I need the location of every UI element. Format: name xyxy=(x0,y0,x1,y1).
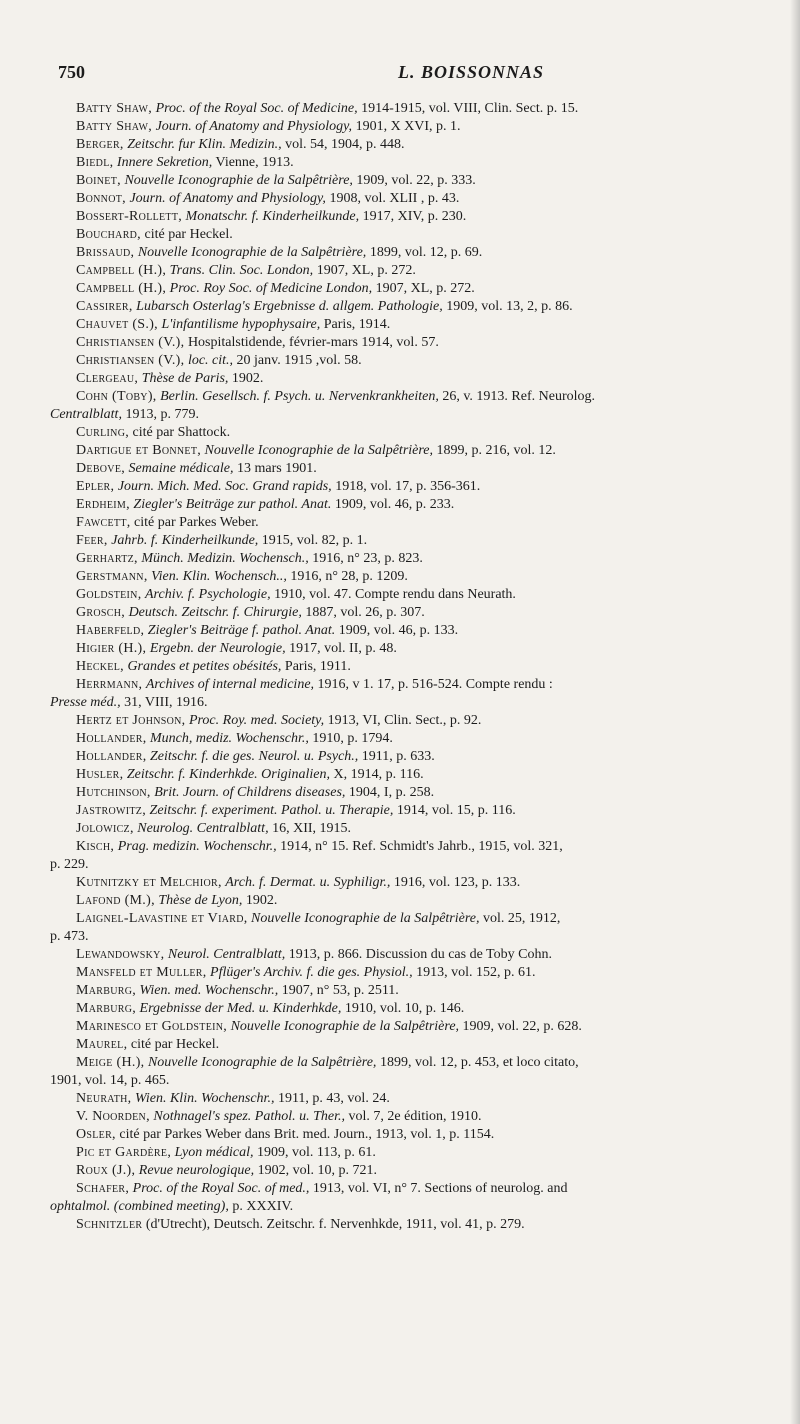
continuation-details: 1901, vol. 14, p. 465. xyxy=(50,1073,170,1088)
source-title: Neurol. Centralblatt, xyxy=(167,947,286,962)
author-name: Berger, xyxy=(76,137,124,152)
bibliography-entry xyxy=(50,352,786,370)
author-name: Christiansen (V.), xyxy=(76,335,185,350)
source-title: Nouvelle Iconographie de la Salpêtrière, xyxy=(204,443,434,458)
citation-details: 1915, vol. 82, p. 1. xyxy=(261,533,368,548)
citation-details: 16, XII, 1915. xyxy=(272,821,352,836)
source-title: Lyon médical, xyxy=(174,1145,254,1160)
continuation-details: p. 473. xyxy=(50,929,89,944)
bibliography-entry xyxy=(50,748,786,766)
citation-details: 1909, vol. 113, p. 61. xyxy=(257,1145,376,1160)
citation-details: Paris, 1914. xyxy=(323,317,391,332)
bibliography-list xyxy=(50,100,786,1234)
bibliography-entry xyxy=(50,712,786,730)
citation-details: 1908, vol. XLII , p. 43. xyxy=(329,191,460,206)
source-title: Deutsch. Zeitschr. f. Chirurgie, xyxy=(128,605,302,620)
author-name: Clergeau, xyxy=(76,371,139,386)
source-title: Lubarsch Osterlag's Ergebnisse d. allgem. Pathologie, xyxy=(136,299,443,314)
citation-details: vol. 54, 1904, p. 448. xyxy=(285,137,405,152)
source-title: Revue neurologique, xyxy=(138,1163,255,1178)
author-name: Bonnot, xyxy=(76,191,126,206)
entry-continuation xyxy=(50,1072,786,1090)
author-name: Campbell (H.), xyxy=(76,281,167,296)
bibliography-entry xyxy=(50,496,786,514)
citation-details: 1899, vol. 12, p. 69. xyxy=(369,245,483,260)
source-title: Prag. medizin. Wochenschr., xyxy=(117,839,277,854)
source-title: Proc. Roy Soc. of Medicine London, xyxy=(169,281,373,296)
author-name: Pic et Gardère, xyxy=(76,1145,172,1160)
source-title: Trans. Clin. Soc. London, xyxy=(169,263,314,278)
bibliography-entry xyxy=(50,100,786,118)
bibliography-entry xyxy=(50,550,786,568)
citation-details: 1916, n° 28, p. 1209. xyxy=(290,569,408,584)
citation-details: 1909, vol. 22, p. 333. xyxy=(356,173,476,188)
source-title: Ziegler's Beiträge f. pathol. Anat. xyxy=(147,623,336,638)
citation-details: 1902. xyxy=(245,893,278,908)
bibliography-entry xyxy=(50,244,786,262)
continuation-details: p. XXXIV. xyxy=(232,1199,294,1214)
citation-details: 1916, vol. 123, p. 133. xyxy=(393,875,521,890)
author-name: Dartigue et Bonnet, xyxy=(76,443,202,458)
bibliography-entry xyxy=(50,1036,786,1054)
bibliography-entry xyxy=(50,982,786,1000)
source-title: Nouvelle Iconographie de la Salpêtrière, xyxy=(230,1019,460,1034)
citation-details: 1902. xyxy=(231,371,264,386)
page-number: 750 xyxy=(58,62,85,82)
bibliography-entry xyxy=(50,478,786,496)
bibliography-entry xyxy=(50,658,786,676)
source-title: Nouvelle Iconographie de la Salpêtrière, xyxy=(147,1055,377,1070)
bibliography-entry xyxy=(50,190,786,208)
bibliography-entry xyxy=(50,640,786,658)
bibliography-entry xyxy=(50,460,786,478)
source-title: Nouvelle Iconographie de la Salpêtrière, xyxy=(251,911,480,926)
author-name: Bouchard, xyxy=(76,227,141,242)
bibliography-entry xyxy=(50,964,786,982)
author-name: Feer, xyxy=(76,533,108,548)
bibliography-entry xyxy=(50,838,786,874)
source-title: L'infantilisme hypophysaire, xyxy=(161,317,321,332)
author-name: Erdheim, xyxy=(76,497,130,512)
author-name: Biedl, xyxy=(76,155,114,170)
source-title: Journ. of Anatomy and Physiology, xyxy=(129,191,326,206)
citation-details: 1907, XL, p. 272. xyxy=(316,263,416,278)
entry-continuation xyxy=(50,856,786,874)
citation-details: cité par Parkes Weber dans Brit. med. Journ., 1913, vol. 1, p. 1154. xyxy=(119,1127,495,1142)
bibliography-entry xyxy=(50,676,786,712)
source-title: Jahrb. f. Kinderheilkunde, xyxy=(111,533,259,548)
citation-details: 20 janv. 1915 ,vol. 58. xyxy=(236,353,362,368)
source-title: Nouvelle Iconographie de la Salpêtrière, xyxy=(137,245,367,260)
bibliography-entry xyxy=(50,514,786,532)
citation-details: 1914-1915, vol. VIII, Clin. Sect. p. 15. xyxy=(361,101,579,116)
bibliography-entry xyxy=(50,1108,786,1126)
source-title: Zeitschr. f. experiment. Pathol. u. Therapie, xyxy=(149,803,394,818)
bibliography-entry xyxy=(50,1000,786,1018)
bibliography-entry xyxy=(50,730,786,748)
citation-details: 1909, vol. 46, p. 233. xyxy=(334,497,455,512)
citation-details: 1913, p. 866. Discussion du cas de Toby Cohn. xyxy=(288,947,552,962)
bibliography-entry xyxy=(50,892,786,910)
source-title: Arch. f. Dermat. u. Syphiligr., xyxy=(225,875,391,890)
citation-details: 1907, XL, p. 272. xyxy=(375,281,475,296)
bibliography-entry xyxy=(50,1144,786,1162)
continuation-source: ophtalmol. (combined meeting), xyxy=(50,1199,229,1214)
author-name: Jolowicz, xyxy=(76,821,134,836)
author-name: Lafond (M.), xyxy=(76,893,155,908)
source-title: Pflüger's Archiv. f. die ges. Physiol., xyxy=(210,965,413,980)
author-name: Epler, xyxy=(76,479,115,494)
source-title: Zeitschr. f. Kinderhkde. Originalien, xyxy=(126,767,331,782)
source-title: Thèse de Paris, xyxy=(141,371,229,386)
citation-details: cité par Shattock. xyxy=(132,425,231,440)
citation-details: 1913, VI, Clin. Sect., p. 92. xyxy=(327,713,482,728)
author-name: Kisch, xyxy=(76,839,115,854)
source-title: Zeitschr. f. die ges. Neurol. u. Psych., xyxy=(150,749,359,764)
source-title: Vien. Klin. Wochensch.., xyxy=(151,569,287,584)
entry-continuation xyxy=(50,694,786,712)
citation-details: 1917, vol. II, p. 48. xyxy=(289,641,397,656)
bibliography-entry xyxy=(50,262,786,280)
citation-details: cité par Heckel. xyxy=(144,227,233,242)
citation-details: Paris, 1911. xyxy=(284,659,351,674)
bibliography-entry xyxy=(50,1054,786,1090)
author-name: Bossert-Rollett, xyxy=(76,209,183,224)
author-name: Curling, xyxy=(76,425,130,440)
author-name: Marburg, xyxy=(76,983,137,998)
source-title: Wien. Klin. Wochenschr., xyxy=(134,1091,275,1106)
author-name: Schafer, xyxy=(76,1181,130,1196)
author-name: Hutchinson, xyxy=(76,785,151,800)
author-name: Marinesco et Goldstein, xyxy=(76,1019,228,1034)
author-name: Cassirer, xyxy=(76,299,133,314)
author-name: Grosch, xyxy=(76,605,126,620)
entry-continuation xyxy=(50,928,786,946)
citation-details: 1913, vol. 152, p. 61. xyxy=(416,965,536,980)
source-title: Monatschr. f. Kinderheilkunde, xyxy=(185,209,360,224)
source-title: Neurolog. Centralblatt, xyxy=(137,821,269,836)
source-title: Ergebn. der Neurologie, xyxy=(149,641,286,656)
bibliography-entry xyxy=(50,370,786,388)
bibliography-entry xyxy=(50,820,786,838)
author-name: Kutnitzky et Melchior, xyxy=(76,875,222,890)
author-name: Chauvet (S.), xyxy=(76,317,158,332)
citation-details: 1916, n° 23, p. 823. xyxy=(312,551,423,566)
author-name: Hollander, xyxy=(76,749,147,764)
entry-continuation xyxy=(50,406,786,424)
citation-details: 1911, p. 43, vol. 24. xyxy=(277,1091,390,1106)
bibliography-entry xyxy=(50,568,786,586)
author-name: Hollander, xyxy=(76,731,147,746)
author-name: V. Noorden, xyxy=(76,1109,150,1124)
source-title: Berlin. Gesellsch. f. Psych. u. Nervenkrankheiten, xyxy=(160,389,439,404)
source-title: Archives of internal medicine, xyxy=(145,677,315,692)
citation-details: 1907, n° 53, p. 2511. xyxy=(281,983,399,998)
author-name: Debove, xyxy=(76,461,126,476)
bibliography-entry xyxy=(50,874,786,892)
citation-details: 1904, I, p. 258. xyxy=(348,785,435,800)
source-title: Journ. of Anatomy and Physiology, xyxy=(155,119,353,134)
continuation-details: 1913, p. 779. xyxy=(125,407,199,422)
bibliography-entry xyxy=(50,946,786,964)
source-title: Brit. Journ. of Childrens diseases, xyxy=(154,785,346,800)
citation-details: 1914, vol. 15, p. 116. xyxy=(396,803,516,818)
citation-details: vol. 25, 1912, xyxy=(483,911,561,926)
citation-details: 1901, X XVI, p. 1. xyxy=(355,119,461,134)
page-edge-shadow xyxy=(790,0,800,1424)
citation-details: 1914, n° 15. Ref. Schmidt's Jahrb., 1915, vol. 321, xyxy=(280,839,563,854)
author-name: Boinet, xyxy=(76,173,121,188)
bibliography-entry xyxy=(50,1216,786,1234)
bibliography-entry xyxy=(50,316,786,334)
bibliography-entry xyxy=(50,1018,786,1036)
bibliography-entry xyxy=(50,532,786,550)
author-name: Christiansen (V.), xyxy=(76,353,185,368)
bibliography-entry xyxy=(50,118,786,136)
citation-details: 1917, XIV, p. 230. xyxy=(362,209,467,224)
source-title: Proc. of the Royal Soc. of med., xyxy=(132,1181,310,1196)
citation-details: 1911, p. 633. xyxy=(361,749,435,764)
bibliography-entry xyxy=(50,424,786,442)
page-header xyxy=(58,62,770,88)
author-name: Cohn (Toby), xyxy=(76,389,157,404)
author-name: Batty Shaw, xyxy=(76,119,153,134)
source-title: Proc. Roy. med. Society, xyxy=(188,713,325,728)
citation-details: 1887, vol. 26, p. 307. xyxy=(305,605,425,620)
bibliography-entry xyxy=(50,136,786,154)
author-name: Laignel-Lavastine et Viard, xyxy=(76,911,248,926)
author-name: Marburg, xyxy=(76,1001,137,1016)
bibliography-entry xyxy=(50,604,786,622)
bibliography-entry xyxy=(50,1126,786,1144)
citation-details: 1909, vol. 13, 2, p. 86. xyxy=(446,299,573,314)
citation-details: cité par Heckel. xyxy=(130,1037,220,1052)
author-name: Jastrowitz, xyxy=(76,803,147,818)
citation-details: 1918, vol. 17, p. 356-361. xyxy=(335,479,481,494)
author-name: Schnitzler xyxy=(76,1217,143,1232)
bibliography-entry xyxy=(50,280,786,298)
source-title: Nothnagel's spez. Pathol. u. Ther., xyxy=(153,1109,346,1124)
citation-details: Hospitalstidende, février-mars 1914, vol. 57. xyxy=(187,335,439,350)
citation-details: 1909, vol. 46, p. 133. xyxy=(338,623,459,638)
author-name: Higier (H.), xyxy=(76,641,147,656)
bibliography-entry xyxy=(50,802,786,820)
bibliography-entry xyxy=(50,154,786,172)
author-name: Haberfeld, xyxy=(76,623,145,638)
entry-continuation xyxy=(50,1198,786,1216)
author-name: Gerhartz, xyxy=(76,551,138,566)
continuation-source: Centralblatt, xyxy=(50,407,122,422)
source-title: Wien. med. Wochenschr., xyxy=(139,983,279,998)
citation-details: 1910, vol. 47. Compte rendu dans Neurath. xyxy=(274,587,516,602)
author-name: Gerstmann, xyxy=(76,569,148,584)
bibliography-entry xyxy=(50,586,786,604)
citation-details: Vienne, 1913. xyxy=(215,155,294,170)
bibliography-entry xyxy=(50,388,786,424)
author-name: Heckel, xyxy=(76,659,124,674)
citation-details: 1909, vol. 22, p. 628. xyxy=(462,1019,582,1034)
author-name: Lewandowsky, xyxy=(76,947,165,962)
source-title: Grandes et petites obésités, xyxy=(127,659,282,674)
author-name: Goldstein, xyxy=(76,587,142,602)
author-name: Osler, xyxy=(76,1127,116,1142)
citation-details: 1899, p. 216, vol. 12. xyxy=(436,443,556,458)
bibliography-entry xyxy=(50,226,786,244)
author-name: Mansfeld et Muller, xyxy=(76,965,207,980)
citation-details: vol. 7, 2e édition, 1910. xyxy=(348,1109,482,1124)
author-name: Neurath, xyxy=(76,1091,132,1106)
source-title: Innere Sekretion, xyxy=(116,155,213,170)
author-name: Batty Shaw, xyxy=(76,101,153,116)
bibliography-entry xyxy=(50,1090,786,1108)
author-name: Campbell (H.), xyxy=(76,263,167,278)
author-name: Maurel, xyxy=(76,1037,128,1052)
continuation-details: 31, VIII, 1916. xyxy=(124,695,208,710)
source-title: Semaine médicale, xyxy=(128,461,234,476)
bibliography-entry xyxy=(50,208,786,226)
bibliography-entry xyxy=(50,622,786,640)
citation-details: 26, v. 1913. Ref. Neurolog. xyxy=(442,389,596,404)
source-title: Thèse de Lyon, xyxy=(158,893,243,908)
bibliography-entry xyxy=(50,910,786,946)
citation-details: 1899, vol. 12, p. 453, et loco citato, xyxy=(379,1055,579,1070)
bibliography-entry xyxy=(50,1180,786,1216)
source-title: Proc. of the Royal Soc. of Medicine, xyxy=(155,101,358,116)
source-title: Münch. Medizin. Wochensch., xyxy=(141,551,309,566)
source-title: Zeitschr. fur Klin. Medizin., xyxy=(127,137,282,152)
author-name: Roux (J.), xyxy=(76,1163,136,1178)
citation-details: 1913, vol. VI, n° 7. Sections of neurolog. and xyxy=(312,1181,568,1196)
continuation-details: p. 229. xyxy=(50,857,89,872)
author-name: Brissaud, xyxy=(76,245,135,260)
bibliography-entry xyxy=(50,784,786,802)
author-name: Fawcett, xyxy=(76,515,131,530)
source-title: Munch, mediz. Wochenschr., xyxy=(150,731,309,746)
author-name: Hertz et Johnson, xyxy=(76,713,186,728)
citation-details: 1910, vol. 10, p. 146. xyxy=(344,1001,465,1016)
citation-details: 1902, vol. 10, p. 721. xyxy=(257,1163,378,1178)
citation-details: cité par Parkes Weber. xyxy=(134,515,259,530)
source-title: Journ. Mich. Med. Soc. Grand rapids, xyxy=(117,479,332,494)
bibliography-entry xyxy=(50,298,786,316)
citation-details: (d'Utrecht), Deutsch. Zeitschr. f. Nervenhkde, 1911, vol. 41, p. 279. xyxy=(145,1217,525,1232)
bibliography-entry xyxy=(50,766,786,784)
source-title: Ziegler's Beiträge zur pathol. Anat. xyxy=(133,497,332,512)
author-name: Herrmann, xyxy=(76,677,143,692)
running-head: L. BOISSONNAS xyxy=(398,62,545,82)
bibliography-entry xyxy=(50,1162,786,1180)
source-title: Ergebnisse der Med. u. Kinderhkde, xyxy=(139,1001,342,1016)
bibliography-entry xyxy=(50,334,786,352)
source-title: loc. cit., xyxy=(187,353,234,368)
author-name: Husler, xyxy=(76,767,124,782)
citation-details: 1910, p. 1794. xyxy=(312,731,393,746)
source-title: Archiv. f. Psychologie, xyxy=(145,587,271,602)
citation-details: 1916, v 1. 17, p. 516-524. Compte rendu : xyxy=(317,677,553,692)
citation-details: 13 mars 1901. xyxy=(237,461,317,476)
bibliography-entry xyxy=(50,442,786,460)
bibliography-entry xyxy=(50,172,786,190)
citation-details: X, 1914, p. 116. xyxy=(333,767,424,782)
source-title: Nouvelle Iconographie de la Salpêtrière, xyxy=(124,173,353,188)
continuation-source: Presse méd., xyxy=(50,695,121,710)
author-name: Meige (H.), xyxy=(76,1055,145,1070)
